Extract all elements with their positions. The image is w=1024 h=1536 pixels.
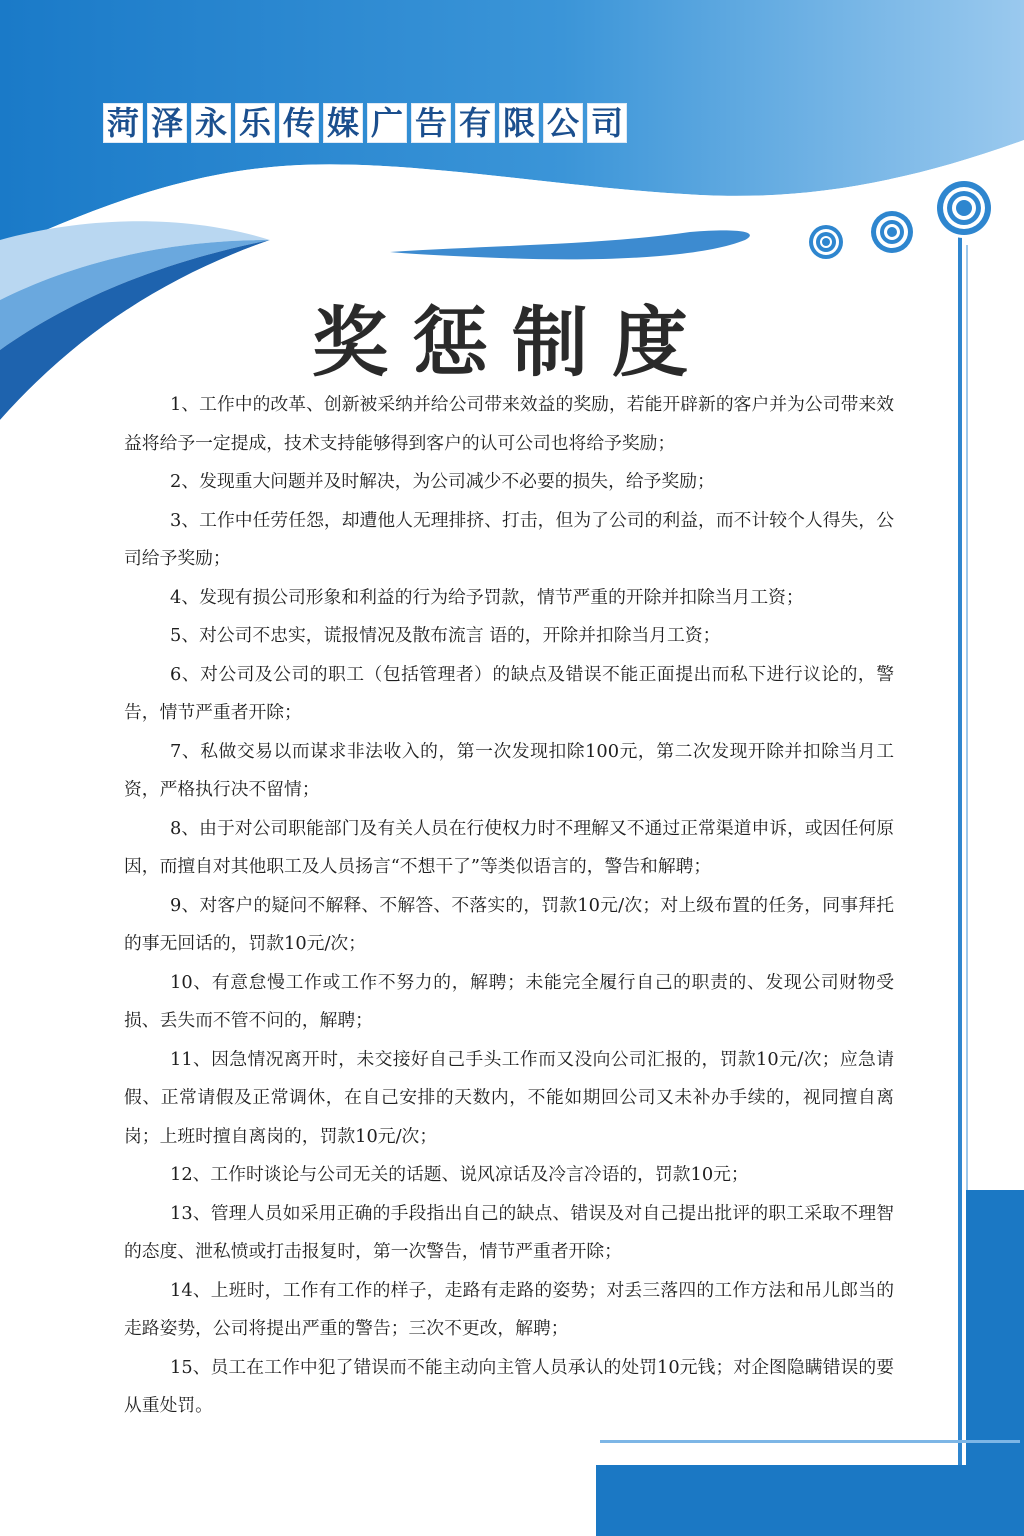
company-name-char: 有	[456, 104, 494, 142]
clause-item: 6、对公司及公司的职工（包括管理者）的缺点及错误不能正面提出而私下进行议论的，警告，情节严重者开除；	[124, 663, 894, 723]
company-name-char: 传	[280, 104, 318, 142]
clause-item: 1、工作中的改革、创新被采纳并给公司带来效益的奖励，若能开辟新的客户并为公司带来效益将给予一定提成，技术支持能够得到客户的认可公司也将给予奖励；	[124, 394, 894, 454]
clause-item: 4、发现有损公司形象和利益的行为给予罚款，情节严重的开除并扣除当月工资；	[170, 586, 804, 608]
clause-item: 2、发现重大问题并及时解决，为公司减少不必要的损失，给予奖励；	[170, 471, 715, 492]
clause-item: 10、有意怠慢工作或工作不努力的，解聘；未能完全履行自己的职责的、发现公司财物受损、丢失而不管不问的，解聘；	[124, 971, 894, 1031]
clause-item: 15、员工在工作中犯了错误而不能主动向主管人员承认的处罚10元钱；对企图隐瞒错误的要从重处罚。	[124, 1356, 894, 1416]
company-name-char: 乐	[236, 104, 274, 142]
company-name-char: 限	[500, 104, 538, 142]
clause-item: 14、上班时，工作有工作的样子，走路有走路的姿势；对丢三落四的工作方法和吊儿郎当的走路姿势，公司将提出严重的警告；三次不更改，解聘；	[124, 1279, 894, 1339]
clause-item: 13、管理人员如采用正确的手段指出自己的缺点、错误及对自己提出批评的职工采取不理智的态度、泄私愤或打击报复时，第一次警告，情节严重者开除；	[124, 1202, 894, 1262]
clause-item: 9、对客户的疑问不解释、不解答、不落实的，罚款10元/次；对上级布置的任务，同事拜托的事无回话的，罚款10元/次；	[124, 894, 894, 954]
clause-item: 11、因急情况离开时，未交接好自己手头工作而又没向公司汇报的，罚款10元/次；应急请假、正常请假及正常调休，在自己安排的天数内，不能如期回公司又未补办手续的，视同擅自离岗；上班时擅自离岗的，罚款10元/次；	[124, 1048, 894, 1147]
clause-item: 3、工作中任劳任怨，却遭他人无理排挤、打击，但为了公司的利益，而不计较个人得失，公司给予奖励；	[124, 509, 894, 569]
company-name	[104, 104, 626, 142]
company-name-char: 菏	[104, 104, 142, 142]
company-name-char: 广	[368, 104, 406, 142]
clause-item: 7、私做交易以而谋求非法收入的，第一次发现扣除100元，第二次发现开除并扣除当月工资，严格执行决不留情；	[124, 740, 894, 800]
page-title: 奖惩制度	[312, 298, 712, 387]
clause-list	[124, 386, 894, 1426]
clause-item: 8、由于对公司职能部门及有关人员在行使权力时不理解又不通过正常渠道申诉，或因任何原因，而擅自对其他职工及人员扬言“不想干了”等类似语言的，警告和解聘；	[124, 817, 894, 877]
company-name-char: 泽	[148, 104, 186, 142]
company-name-char: 公	[544, 104, 582, 142]
company-name-char: 媒	[324, 104, 362, 142]
company-name-char: 告	[412, 104, 450, 142]
company-name-char: 司	[588, 104, 626, 142]
company-name-char: 永	[192, 104, 230, 142]
clause-item: 12、工作时谈论与公司无关的话题、说风凉话及冷言冷语的，罚款10元；	[170, 1164, 749, 1185]
clause-item: 5、对公司不忠实，谎报情况及散布流言 语的，开除并扣除当月工资；	[170, 625, 721, 646]
